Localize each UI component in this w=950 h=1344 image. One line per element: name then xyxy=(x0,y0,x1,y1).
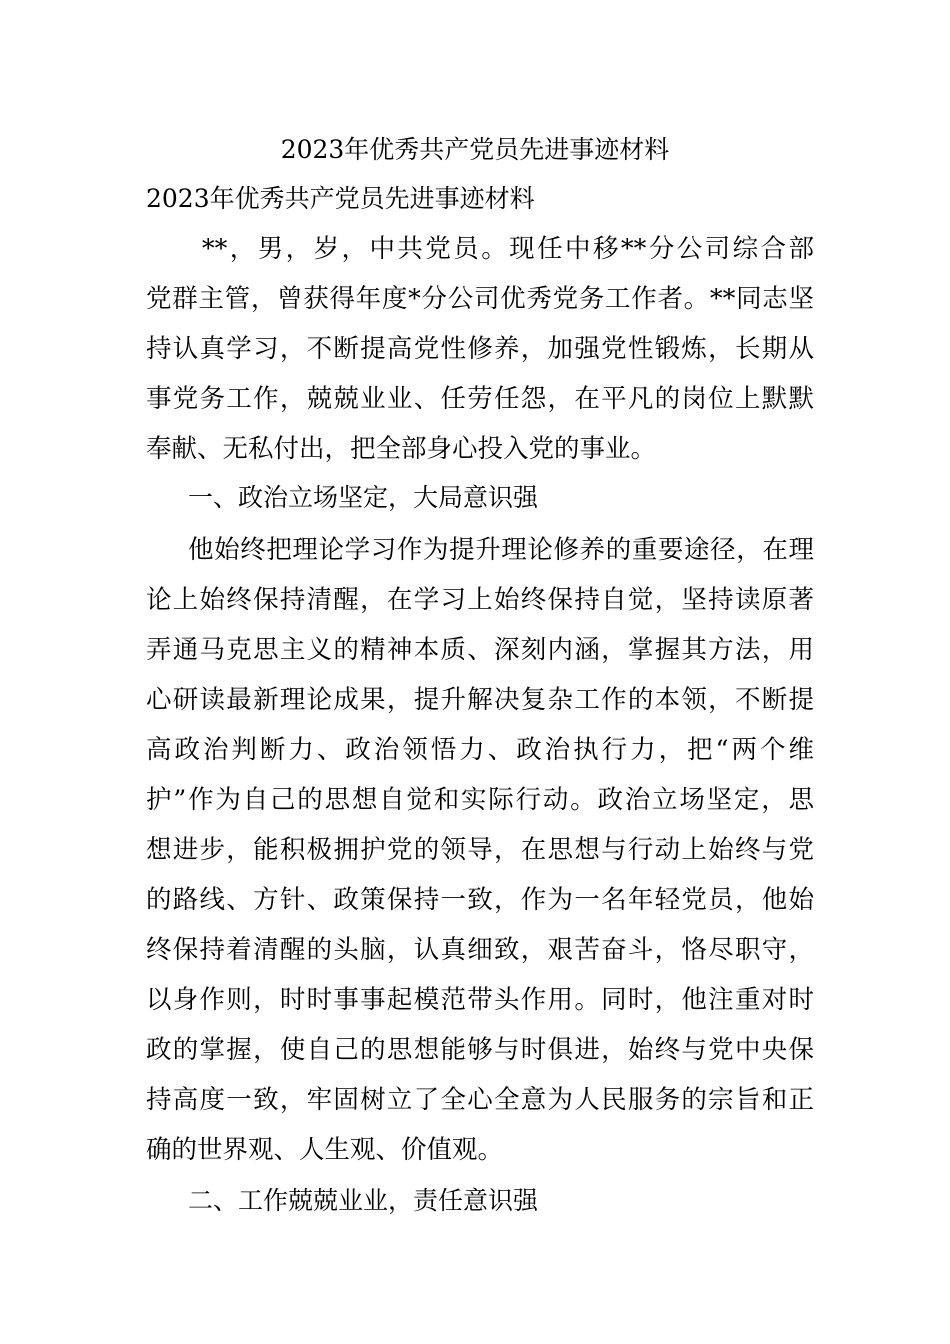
body-line: 持高度一致，牢固树立了全心全意为人民服务的宗旨和正 xyxy=(146,1085,814,1115)
body-line: 想进步，能积极拥护党的领导，在思想与行动上始终与党 xyxy=(146,835,814,865)
intro-line: **，男，岁，中共党员。现任中移**分公司综合部 xyxy=(146,234,814,264)
body-line: 以身作则，时时事事起模范带头作用。同时，他注重对时 xyxy=(146,985,814,1015)
document-title: 2023年优秀共产党员先进事迹材料 xyxy=(280,135,670,164)
body-line: 政的掌握，使自己的思想能够与时俱进，始终与党中央保 xyxy=(146,1035,814,1065)
body-line: 的路线、方针、政策保持一致，作为一名年轻党员，他始 xyxy=(146,885,814,915)
body-line: 弄通马克思主义的精神本质、深刻内涵，掌握其方法，用 xyxy=(146,635,814,665)
body-line: 他始终把理论学习作为提升理论修养的重要途径，在理 xyxy=(188,535,814,565)
body-line: 终保持着清醒的头脑，认真细致，艰苦奋斗，恪尽职守， xyxy=(146,935,814,965)
section-heading: 二、工作兢兢业业，责任意识强 xyxy=(188,1186,539,1215)
body-line: 确的世界观、人生观、价值观。 xyxy=(146,1135,504,1165)
intro-line: 党群主管，曾获得年度*分公司优秀党务工作者。**同志坚 xyxy=(146,284,814,314)
body-line: 心研读最新理论成果，提升解决复杂工作的本领，不断提 xyxy=(146,685,814,715)
section-heading: 一、政治立场坚定，大局意识强 xyxy=(188,483,539,512)
body-line: 论上始终保持清醒，在学习上始终保持自觉，坚持读原著 xyxy=(146,585,814,615)
document-subtitle: 2023年优秀共产党员先进事迹材料 xyxy=(146,184,535,213)
body-line: 护”作为自己的思想自觉和实际行动。政治立场坚定，思 xyxy=(146,785,814,815)
intro-line: 奉献、无私付出，把全部身心投入党的事业。 xyxy=(146,434,657,464)
intro-line: 事党务工作，兢兢业业、任劳任怨，在平凡的岗位上默默 xyxy=(146,384,814,414)
body-line: 高政治判断力、政治领悟力、政治执行力，把“两个维 xyxy=(146,735,814,765)
intro-line: 持认真学习，不断提高党性修养，加强党性锻炼，长期从 xyxy=(146,334,814,364)
